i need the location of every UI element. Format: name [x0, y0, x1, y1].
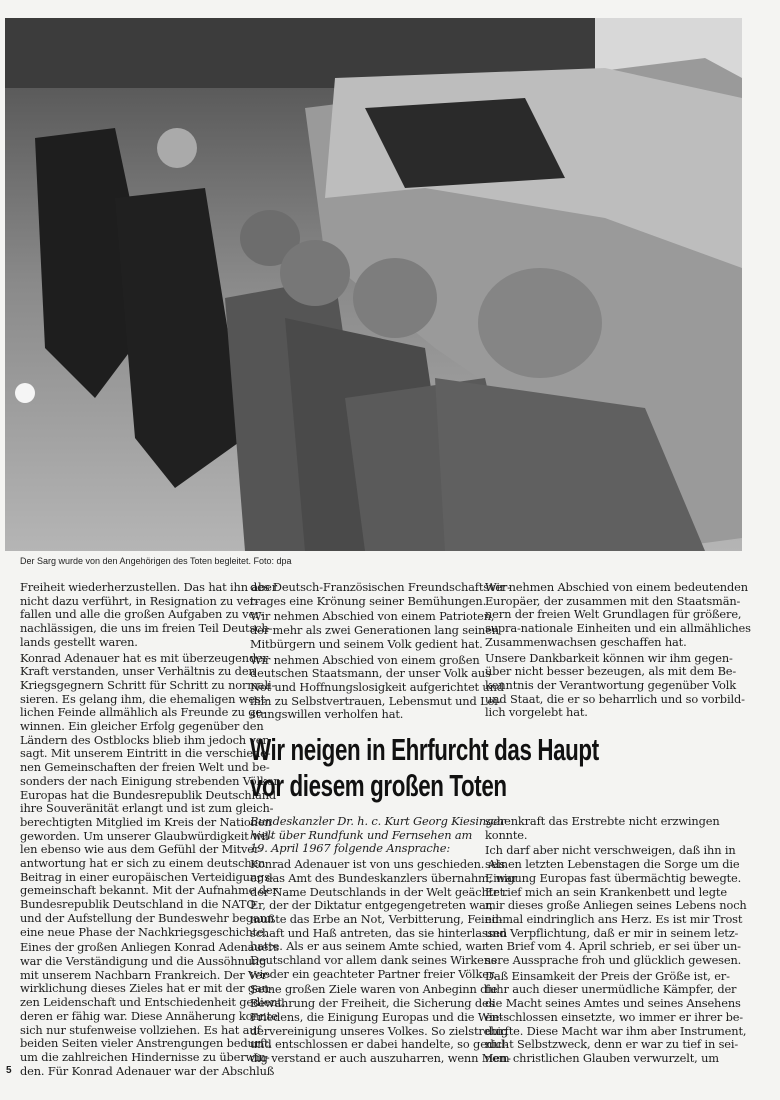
text-line: beiden Seiten vieler Anstrengungen bedurft, [20, 1036, 272, 1051]
column-3-bottom [485, 814, 747, 1068]
text-line: lands gestellt waren. [20, 634, 138, 649]
text-line: antwortung hat er sich zu einem deutschen [20, 856, 266, 871]
text-line: Freiheit wiederherzustellen. Das hat ihn aber [20, 580, 278, 594]
paragraph [250, 652, 504, 723]
text-line: deutschen Staatsmann, der unser Volk aus [250, 666, 491, 681]
column-1 [20, 580, 286, 1080]
text-line: trages eine Krönung seiner Bemühungen. [250, 593, 487, 608]
text-line: der Name Deutschlands in der Welt geächtet. [250, 884, 508, 899]
intro-line: 19. April 1967 folgende Ansprache: [250, 841, 451, 856]
text-line: nen Gemeinschaften der freien Welt und be- [20, 760, 270, 775]
text-line: entschlossen einsetzte, wo immer er ihrer be- [485, 1009, 743, 1024]
text-line: mit unserem Nachbarn Frankreich. Der Ver- [20, 967, 271, 982]
text-line: und entschlossen er dabei handelte, so gedul- [250, 1037, 509, 1052]
text-line: Einigung Europas fast übermächtig bewegte. [485, 870, 742, 885]
text-line: lichen Feinde allmählich als Freunde zu ge- [20, 705, 266, 720]
text-line: Europäer, der zusammen mit den Staatsmän- [485, 593, 741, 608]
text-line: kenntnis der Verantwortung gegenüber Volk [485, 677, 736, 692]
text-line: und der Aufstellung der Bundeswehr begann [20, 910, 275, 925]
text-line: Deutschland vor allem dank seines Wirkens [250, 953, 497, 968]
text-line: nachlässigen, die uns im freien Teil Deutsch- [20, 621, 273, 636]
text-line: ten Brief vom 4. April schrieb, er sei über un- [485, 939, 741, 954]
text-line: Bundesrepublik Deutschland in die NATO [20, 897, 256, 912]
text-line: durfte. Diese Macht war ihm aber Instrument, [485, 1023, 747, 1038]
funeral-photo [5, 18, 742, 551]
text-line: wirklichung dieses Zieles hat er mit der gan- [20, 981, 273, 996]
text-line: um die zahlreichen Hindernisse zu überwin- [20, 1049, 270, 1064]
text-line: nern der freien Welt Grundlagen für größere, [485, 607, 742, 622]
text-line: zen Leidenschaft und Entschiedenheit gedient, [20, 995, 286, 1010]
text-line: sieren. Es gelang ihm, die ehemaligen west- [20, 691, 269, 706]
text-line: Bewahrung der Freiheit, die Sicherung des [250, 996, 495, 1011]
column-2-body [250, 857, 518, 1066]
text-line: konnte. [485, 827, 528, 842]
text-line: Eines der großen Anliegen Konrad Adenauers [20, 940, 280, 955]
text-line: und Verpflichtung, daß er mir in seinem letz- [485, 925, 739, 940]
text-line: Europas hat die Bundesrepublik Deutschland [20, 787, 277, 802]
text-line: seinen letzten Lebenstagen die Sorge um die [485, 857, 740, 872]
text-line: len ebenso wie aus dem Gefühl der Mitver- [20, 842, 263, 857]
text-line: Seine großen Ziele waren von Anbeginn die [250, 982, 498, 997]
text-line: Beitrag in einer europäischen Verteidigungs- [20, 869, 274, 884]
page-number: 5 [6, 1065, 12, 1076]
paragraph [250, 982, 511, 1065]
text-line: berechtigten Mitglied im Kreis der Nationen [20, 814, 272, 829]
paragraph [250, 609, 499, 651]
paragraph [250, 857, 518, 981]
text-line: lich vorgelebt hat. [485, 705, 588, 720]
text-line: Ländern des Ostblocks blieb ihm jedoch ver- [20, 732, 272, 747]
text-line: nem christlichen Glauben verwurzelt, um [485, 1050, 719, 1065]
text-line: gemeinschaft bekannt. Mit der Aufnahme der [20, 883, 278, 898]
text-line: dervereinigung unseres Volkes. So zielstrebig [250, 1023, 509, 1038]
text-line: schaft und Haß antreten, das sie hinterlassen [250, 925, 508, 940]
text-line: Not und Hoffnungslosigkeit aufgerichtet und [250, 679, 504, 694]
text-line: eine neue Phase der Nachkriegsgeschichte. [20, 924, 268, 939]
paragraph [485, 650, 745, 721]
text-line: Er rief mich an sein Krankenbett und legte [485, 884, 727, 899]
intro-line: hielt über Rundfunk und Fernsehen am [250, 827, 473, 842]
text-line: Unsere Dankbarkeit können wir ihm gegen- [485, 650, 733, 665]
paragraph [20, 580, 278, 650]
text-line: einmal eindringlich ans Herz. Es ist mir Trost [485, 911, 743, 926]
text-line: fuhr auch dieser unermüdliche Kämpfer, der [485, 982, 737, 997]
text-line: die Macht seines Amtes und seines Ansehens [485, 996, 741, 1011]
text-line: mußte das Erbe an Not, Verbitterung, Feind- [250, 911, 503, 926]
text-line: Ich darf aber nicht verschweigen, daß ihn in [485, 843, 736, 858]
photo-caption: Der Sarg wurde von den Angehörigen des Toten begleitet. Foto: dpa [20, 556, 292, 566]
text-line: der mehr als zwei Generationen lang seinen [250, 623, 499, 638]
paragraph [485, 843, 747, 968]
headline [250, 732, 599, 804]
text-line: ihre Souveränität erlangt und ist zum gleich- [20, 801, 274, 816]
text-line: des Deutsch-Französischen Freundschaftsver- [250, 580, 511, 594]
paragraph [485, 814, 720, 842]
text-line: sere Aussprache froh und glücklich gewesen. [485, 953, 742, 968]
intro-line: Bundeskanzler Dr. h. c. Kurt Georg Kiesinger [250, 814, 506, 828]
text-line: winnen. Ein gleicher Erfolg gegenüber den [20, 719, 264, 734]
paragraph [250, 580, 511, 608]
text-line: sich nur stufenweise vollziehen. Es hat auf [20, 1022, 261, 1037]
text-line: stungswillen verholfen hat. [250, 707, 404, 722]
text-line: schenkraft das Erstrebte nicht erzwingen [485, 814, 720, 828]
text-line: Konrad Adenauer hat es mit überzeugender [20, 650, 268, 665]
text-line: Wir nehmen Abschied von einem großen [250, 652, 480, 667]
text-line: deren er fähig war. Diese Annäherung konnte [20, 1008, 278, 1023]
text-line: Zusammenwachsen geschaffen hat. [485, 634, 687, 649]
paragraph [20, 650, 279, 940]
text-line: Kraft verstanden, unser Verhältnis zu den [20, 664, 256, 679]
text-line: nicht Selbstzweck, denn er war zu tief in sei- [485, 1037, 739, 1052]
text-line: dig verstand er auch auszuharren, wenn Men- [250, 1050, 511, 1065]
paragraph [485, 580, 751, 650]
text-line: mir dieses große Anliegen seines Lebens noch [485, 898, 747, 913]
text-line: ihm zu Selbstvertrauen, Lebensmut und Lei- [250, 693, 502, 708]
text-line: Wir nehmen Abschied von einem bedeutenden [485, 580, 748, 594]
text-line: fallen und alle die großen Aufgaben zu ver- [20, 607, 265, 622]
text-line: nicht dazu verführt, in Resignation zu ver- [20, 593, 259, 608]
text-line: Konrad Adenauer ist von uns geschieden. Als [250, 857, 506, 872]
text-line: Friedens, die Einigung Europas und die Wie- [250, 1009, 503, 1024]
text-line: und Staat, die er so beharrlich und so vorbild- [485, 691, 745, 706]
paragraph [20, 940, 286, 1078]
text-line: Mitbürgern und seinem Volk gedient hat. [250, 636, 483, 651]
text-line: Kriegsgegnern Schritt für Schritt zu normali- [20, 677, 276, 692]
text-line: Daß Einsamkeit der Preis der Größe ist, er- [485, 968, 730, 983]
text-line: über nicht besser bezeugen, als mit dem Be- [485, 664, 737, 679]
text-line: war die Verständigung und die Aussöhnung [20, 953, 267, 968]
text-line: Wir nehmen Abschied von einem Patrioten, [250, 609, 495, 624]
text-line: supra-nationale Einheiten und ein allmähliches [485, 621, 751, 636]
text-line: er das Amt des Bundeskanzlers übernahm, war [250, 870, 518, 885]
text-line: den. Für Konrad Adenauer war der Abschluß [20, 1063, 275, 1078]
text-line: sagt. Mit unserem Eintritt in die verschiede- [20, 746, 271, 761]
column-2-top [250, 580, 511, 724]
text-line: hatte. Als er aus seinem Amte schied, war [250, 939, 488, 954]
column-3-top [485, 580, 751, 722]
paragraph [485, 968, 747, 1066]
photo-illustration [5, 18, 742, 551]
text-line: geworden. Um unserer Glaubwürdigkeit wil- [20, 828, 273, 843]
text-line: Er, der der Diktatur entgegengetreten war, [250, 898, 494, 913]
headline-line-2: vor diesem großen Toten [250, 768, 507, 803]
text-line: sonders der nach Einigung strebenden Völker [20, 773, 279, 788]
headline-line-1: Wir neigen in Ehrfurcht das Haupt [250, 732, 599, 767]
text-line: wieder ein geachteter Partner freier Völker. [250, 966, 497, 981]
speech-intro [250, 814, 506, 856]
